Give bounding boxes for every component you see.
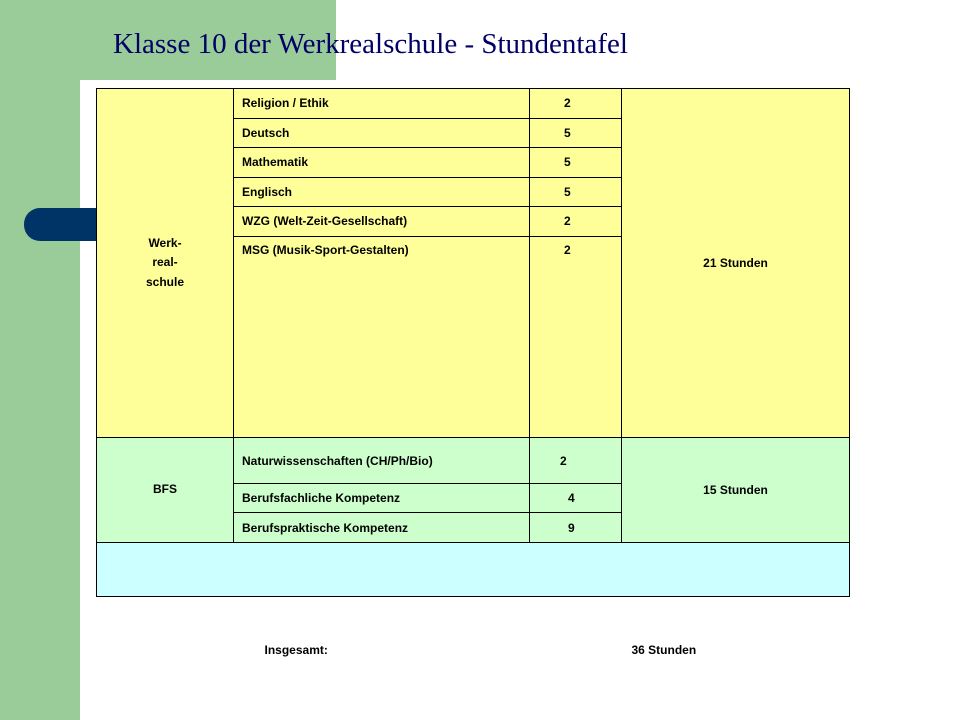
- left-decor-bar: [0, 0, 80, 720]
- group-summary-bfs: 15 Stunden: [622, 438, 850, 543]
- subject-hours: 2: [530, 89, 622, 119]
- subject-name: Naturwissenschaften (CH/Ph/Bio): [234, 438, 530, 484]
- subject-hours: 4: [530, 483, 622, 513]
- subject-hours: 5: [530, 177, 622, 207]
- subject-name: Berufsfachliche Kompetenz: [234, 483, 530, 513]
- subject-hours: 5: [530, 148, 622, 178]
- subject-hours: 2: [530, 207, 622, 237]
- total-row: [97, 542, 850, 596]
- total-cell: [97, 542, 850, 657]
- total-label: Insgesamt:: [264, 642, 328, 657]
- page-title: Klasse 10 der Werkrealschule - Stundentafel: [113, 28, 628, 60]
- table-row: [97, 438, 850, 484]
- table-row: [97, 89, 850, 119]
- subject-name: Mathematik: [234, 148, 530, 178]
- subject-hours: 9: [530, 513, 622, 543]
- subject-name: Deutsch: [234, 118, 530, 148]
- subject-name: Englisch: [234, 177, 530, 207]
- group-summary-werkrealschule: 21 Stunden: [622, 89, 850, 438]
- subject-hours: 5: [530, 118, 622, 148]
- group-label-line: Werk-: [148, 236, 182, 251]
- group-label-line: real-: [152, 255, 178, 270]
- group-label-line: schule: [145, 274, 184, 289]
- subject-name: WZG (Welt-Zeit-Gesellschaft): [234, 207, 530, 237]
- subject-hours: 2: [530, 236, 622, 438]
- subject-name: Berufspraktische Kompetenz: [234, 513, 530, 543]
- subject-hours: 2: [530, 438, 622, 484]
- subject-name: MSG (Musik-Sport-Gestalten): [234, 236, 530, 438]
- group-label-bfs: [97, 438, 234, 543]
- total-value: 36 Stunden: [631, 642, 697, 657]
- group-label-line: BFS: [153, 482, 177, 497]
- subject-name: Religion / Ethik: [234, 89, 530, 119]
- group-label-werkrealschule: [97, 89, 234, 438]
- schedule-table: [96, 88, 850, 657]
